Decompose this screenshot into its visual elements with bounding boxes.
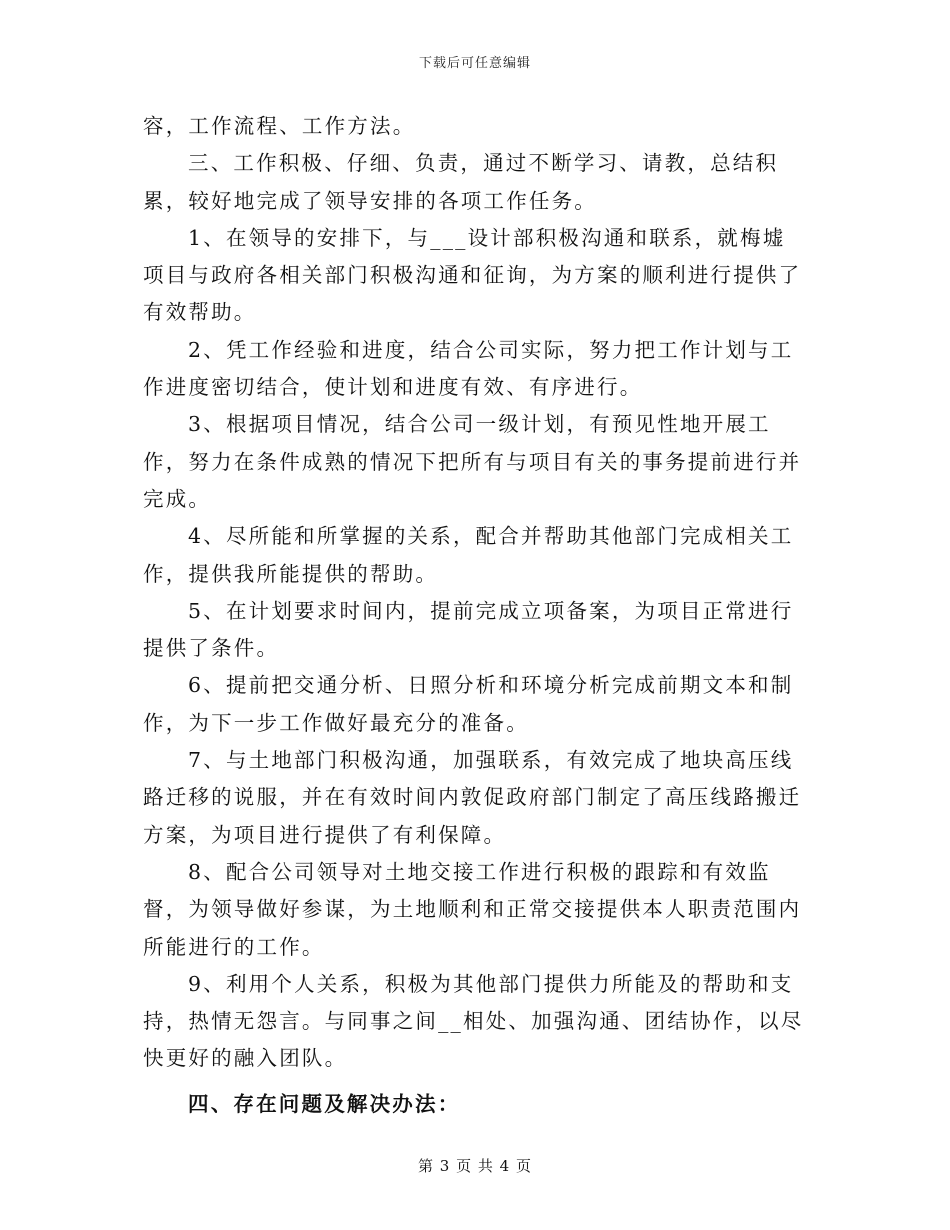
list-item-9: 9、利用个人关系，积极为其他部门提供力所能及的帮助和支持，热情无怨言。与同事之间__相处、加强沟通、团结协作，以尽快更好的融入团队。 <box>143 971 804 1071</box>
page-number-footer: 第 3 页 共 4 页 <box>418 1157 532 1175</box>
list-item-4: 4、尽所能和所掌握的关系，配合并帮助其他部门完成相关工作，提供我所能提供的帮助。 <box>143 524 794 586</box>
page-header: 下载后可任意编辑 <box>418 56 531 71</box>
list-item-5: 5、在计划要求时间内，提前完成立项备案，为项目正常进行提供了条件。 <box>143 598 794 661</box>
section-heading-4: 四、存在问题及解决办法： <box>188 1091 461 1116</box>
paragraph-continuation: 容，工作流程、工作方法。 <box>143 114 416 138</box>
list-item-2: 2、凭工作经验和进度，结合公司实际，努力把工作计划与工作进度密切结合，使计划和进度有效、有序进行。 <box>143 337 794 400</box>
document-body <box>143 108 808 1123</box>
list-item-8: 8、配合公司领导对土地交接工作进行积极的跟踪和有效监督，为领导做好参谋，为土地顺利和正常交接提供本人职责范围内所能进行的工作。 <box>143 859 802 959</box>
list-item-7: 7、与土地部门积极沟通，加强联系，有效完成了地块高压线路迁移的说服，并在有效时间内敦促政府部门制定了高压线路搬迁方案，为项目进行提供了有利保障。 <box>143 748 802 847</box>
list-item-6: 6、提前把交通分析、日照分析和环境分析完成前期文本和制作，为下一步工作做好最充分的准备。 <box>143 673 794 735</box>
list-item-3: 3、根据项目情况，结合公司一级计划，有预见性地开展工作，努力在条件成熟的情况下把所有与项目有关的事务提前进行并完成。 <box>143 412 802 511</box>
list-item-1: 1、在领导的安排下，与___设计部积极沟通和联系，就梅墟项目与政府各相关部门积极沟通和征询，为方案的顺利进行提供了有效帮助。 <box>143 225 802 325</box>
paragraph-section-3: 三、工作积极、仔细、负责，通过不断学习、请教，总结积累，较好地完成了领导安排的各项工作任务。 <box>143 151 779 213</box>
